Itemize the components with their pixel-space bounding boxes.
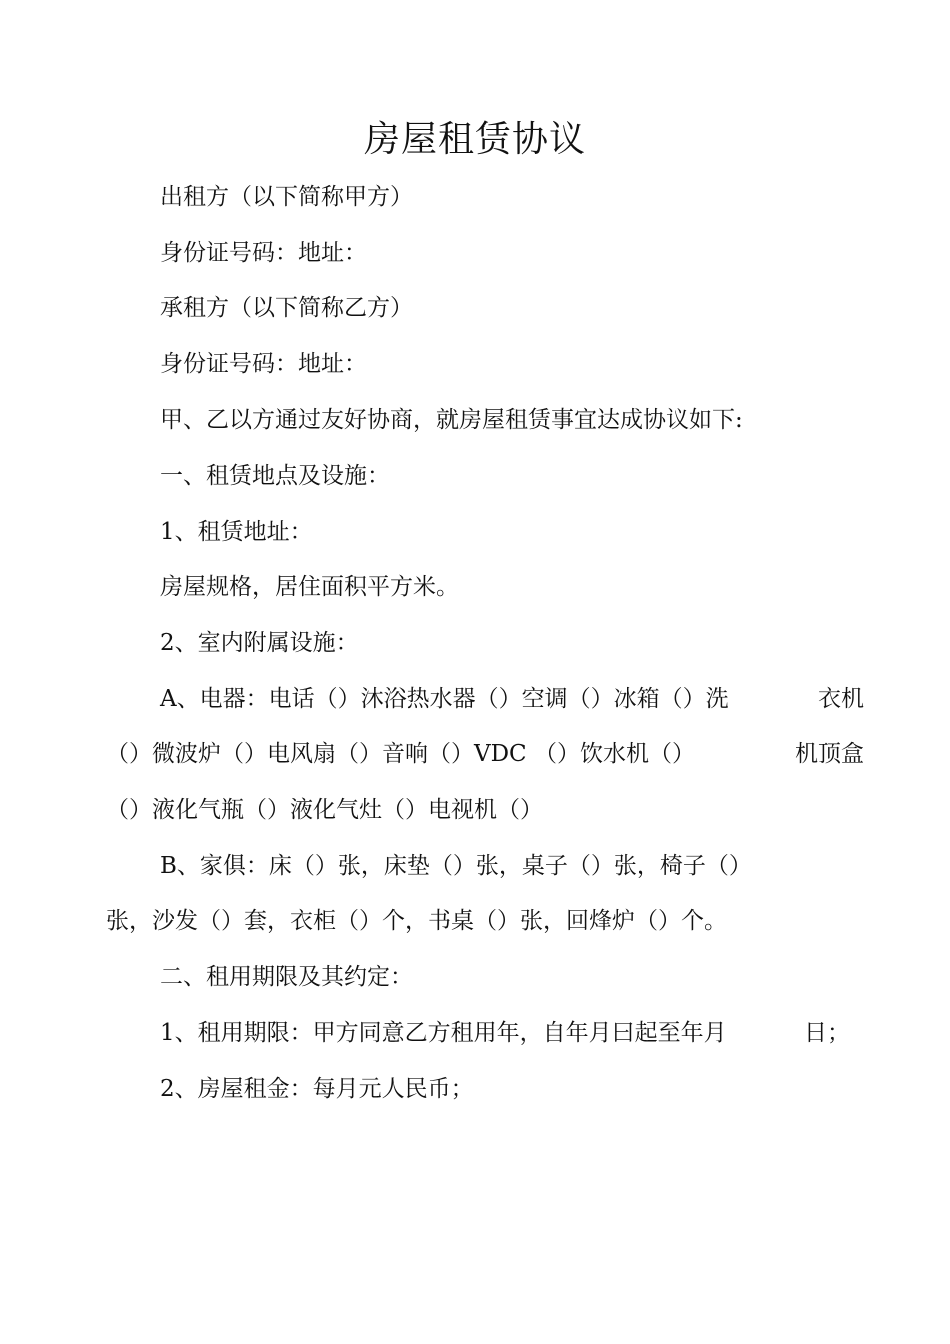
appliances-line-3: （）液化气瓶（）液化气灶（）电视机（） (106, 797, 543, 823)
lessee-id-line: 身份证号码：地址： (160, 351, 367, 377)
lease-term-line (160, 1013, 850, 1053)
house-spec-line: 房屋规格，居住面积平方米。 (160, 574, 459, 600)
appliances-line-1-tail: 衣机 (818, 686, 864, 712)
furniture-line-2: 张，沙发（）套，衣柜（）个，书桌（）张，回烽炉（）个。 (106, 908, 727, 934)
lessor-line: 出租方（以下简称甲方） (160, 184, 413, 210)
rent-line: 2、房屋租金：每月元人民币； (160, 1076, 474, 1102)
lease-term-text: 1、租用期限：甲方同意乙方租用年，自年月曰起至年月 (160, 1020, 727, 1046)
appliances-line-1-text: A、电器：电话（）沐浴热水器（）空调（）冰箱（）洗 (160, 686, 729, 712)
appliances-line-2-tail: 机顶盒 (795, 741, 864, 767)
appliances-line-1 (160, 679, 864, 719)
rental-address-line: 1、租赁地址： (160, 519, 313, 545)
furniture-line-1: B、家俱：床（）张，床垫（）张，桌子（）张，椅子（） (160, 853, 752, 879)
lessee-line: 承租方（以下简称乙方） (160, 295, 413, 321)
appliances-line-2 (106, 734, 864, 774)
facilities-heading: 2、室内附属设施： (160, 630, 359, 656)
section-1-heading: 一、租赁地点及设施： (160, 463, 390, 489)
appliances-line-2-text: （）微波炉（）电风扇（）音响（）VDC （）饮水机（） (106, 741, 695, 767)
lessor-id-line: 身份证号码：地址： (160, 240, 367, 266)
document-title: 房屋租赁协议 (363, 119, 586, 160)
section-2-heading: 二、租用期限及其约定： (160, 964, 413, 990)
intro-paragraph: 甲、乙以方通过友好协商，就房屋租赁事宜达成协议如下: (160, 407, 743, 433)
lease-term-tail: 日； (804, 1020, 850, 1046)
